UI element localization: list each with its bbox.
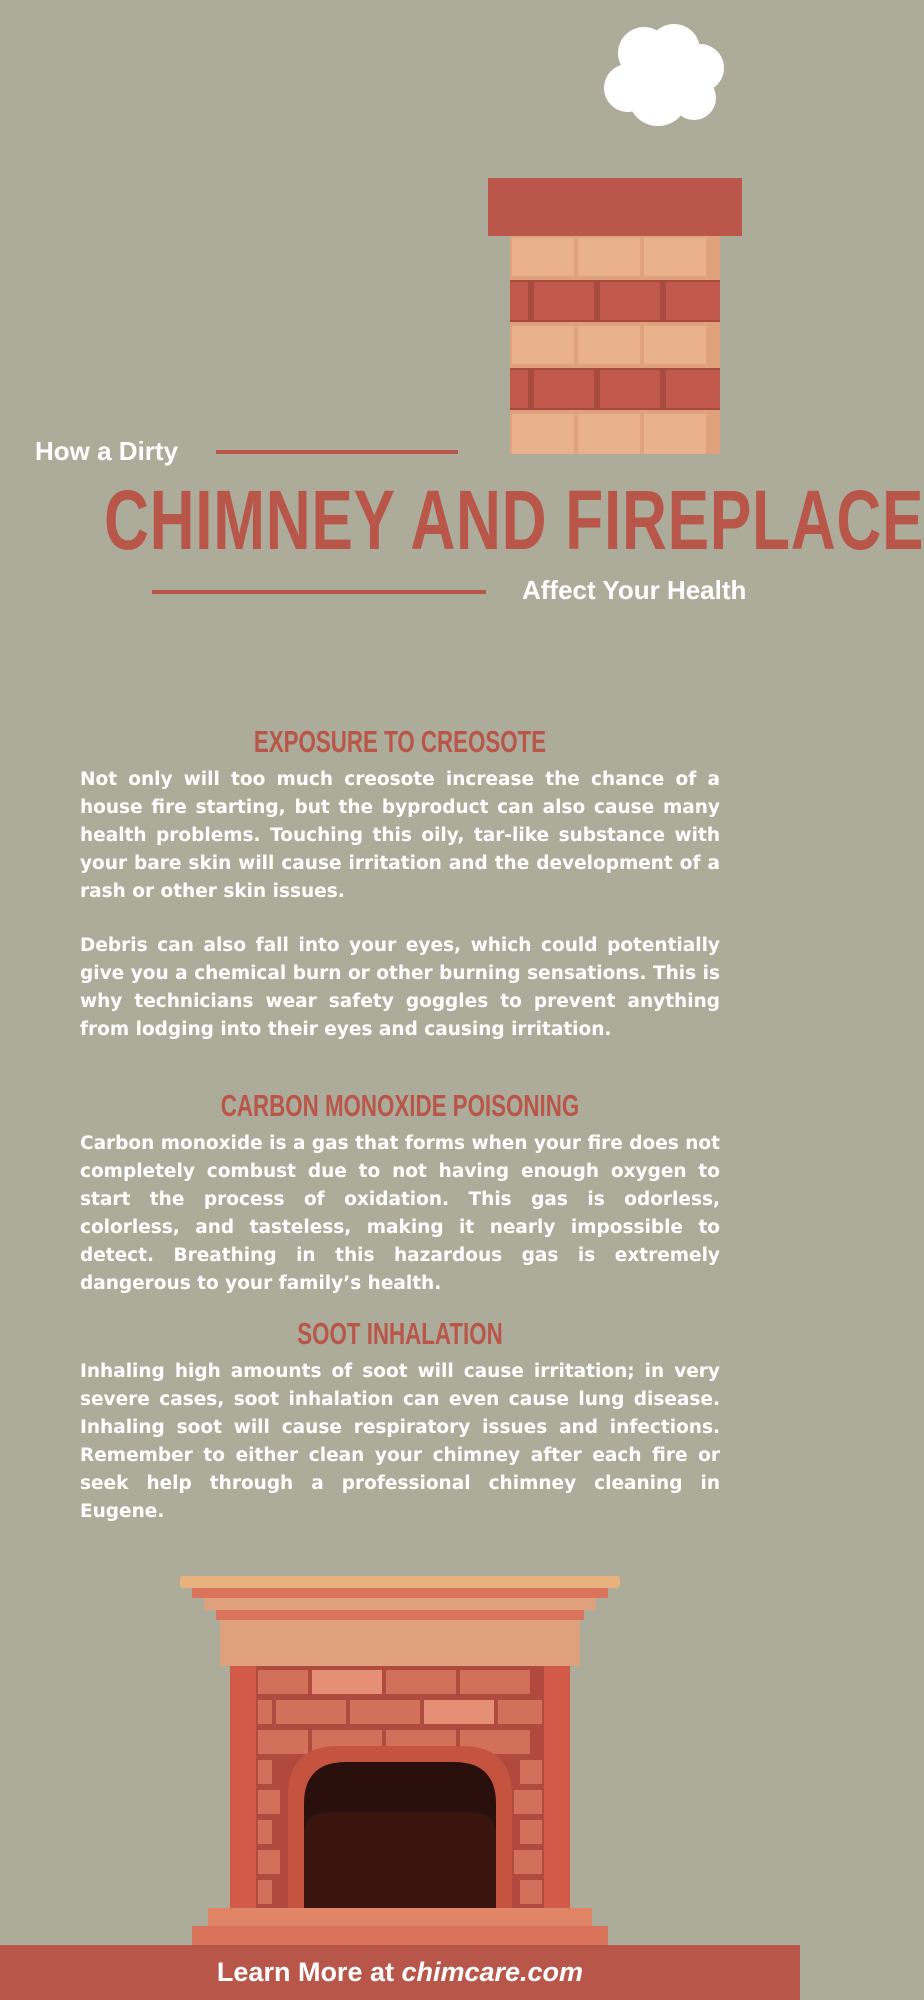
page-title: CHIMNEY AND FIREPLACE xyxy=(104,473,924,567)
smoke-cloud-icon xyxy=(596,18,736,138)
section-paragraph: Carbon monoxide is a gas that forms when your fire does not completely combust due to not having enough oxygen to start the process of oxidation. This gas is odorless, colorless, and tasteless, making it nearly impossible to detect. Breathing in this hazardous gas is extremely dangerous to your family’s health. xyxy=(80,1133,720,1294)
section-heading: CARBON MONOXIDE POISONING xyxy=(220,1088,580,1123)
footer-prefix: Learn More at xyxy=(216,1957,402,1987)
fireplace-icon xyxy=(178,1574,622,1946)
section-paragraph: Not only will too much creosote increase the chance of a house fire starting, but the byproduct can also cause many health problems. Touching this oily, tar-like substance with your bare skin will cause irritation and the development of a rash or other skin issues. xyxy=(80,769,720,902)
section-paragraph: Inhaling high amounts of soot will cause irritation; in very severe cases, soot inhalation can even cause lung disease. Inhaling soot will cause respiratory issues and infections. Remember to either clean your chimney after each fire or seek help through a professional chimney cleaning in Eugene. xyxy=(80,1361,720,1522)
section-creosote xyxy=(80,724,720,1070)
footer-banner xyxy=(0,1945,800,2000)
title-subtitle: Affect Your Health xyxy=(522,575,747,605)
title-kicker: How a Dirty xyxy=(35,436,179,466)
kicker-divider xyxy=(216,450,458,454)
section-soot-inhalation xyxy=(80,1316,720,1552)
chimney-icon xyxy=(486,176,744,456)
section-carbon-monoxide xyxy=(80,1088,720,1324)
footer-site-link[interactable]: chimcare.com xyxy=(401,1957,584,1987)
section-paragraph: Debris can also fall into your eyes, which could potentially give you a chemical burn or other burning sensations. This is why technicians wear safety goggles to prevent anything from lodging into their eyes and causing irritation. xyxy=(80,935,720,1040)
section-heading: EXPOSURE TO CREOSOTE xyxy=(253,724,547,759)
subtitle-divider xyxy=(152,590,486,594)
section-heading: SOOT INHALATION xyxy=(297,1316,503,1351)
